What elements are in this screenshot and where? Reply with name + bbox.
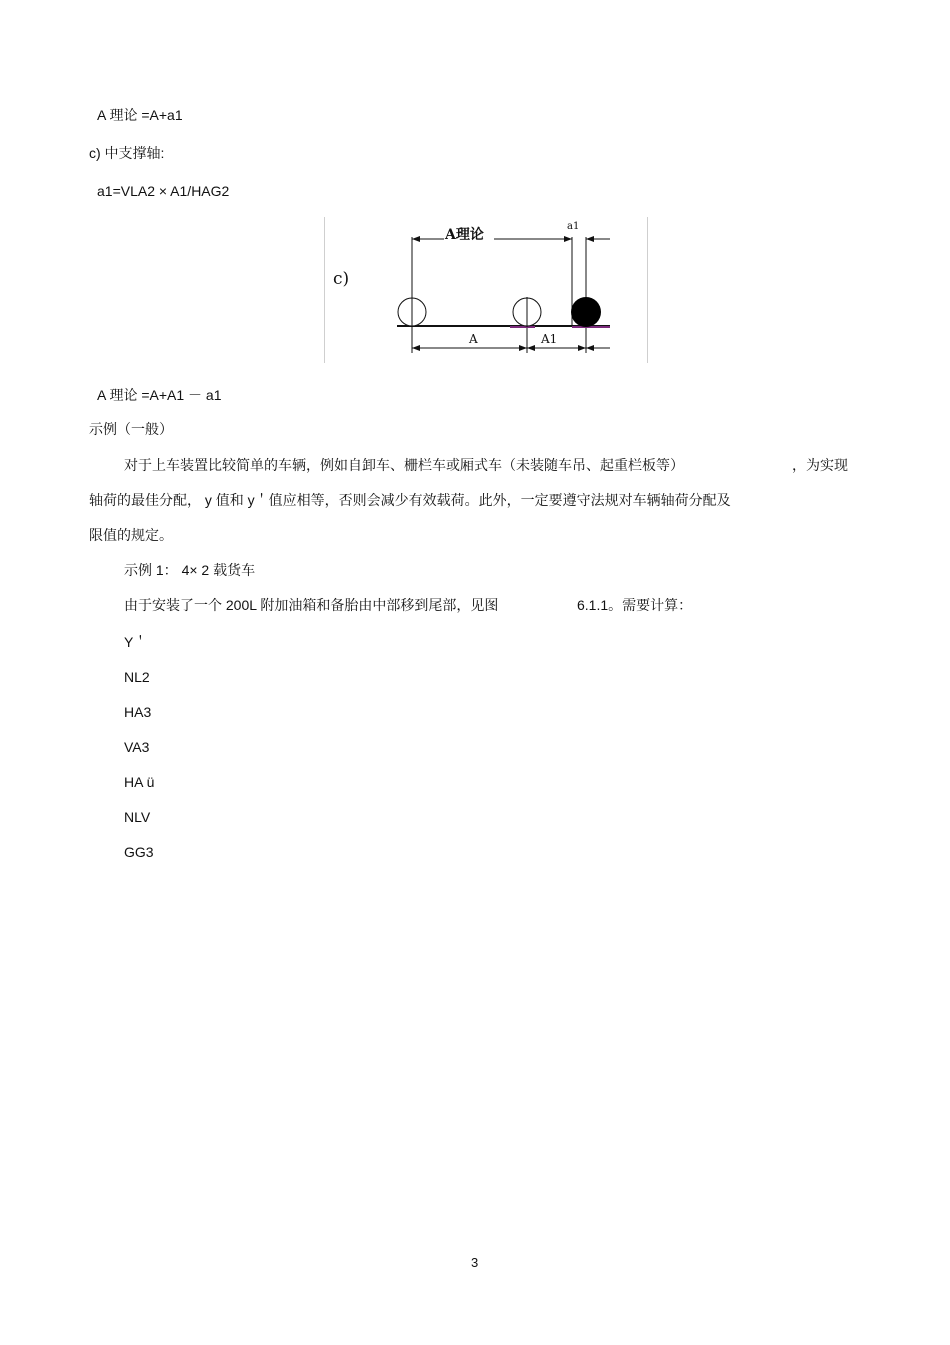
arrow-A1-left	[527, 345, 535, 351]
axle-diagram-svg	[325, 217, 647, 363]
example1-title: 示例 1： 4× 2 载货车	[124, 562, 256, 578]
arrow-A1-right	[578, 345, 586, 351]
calc-item: HA3	[124, 704, 152, 720]
paragraph1-line1b: ，为实现	[792, 457, 848, 473]
calc-item: GG3	[124, 844, 154, 860]
calc-item: Y＇	[124, 634, 148, 650]
page-number: 3	[471, 1255, 479, 1270]
diagram-case-label: c)	[333, 269, 350, 289]
example1-desc-a: 由于安装了一个 200L 附加油箱和备胎由中部移到尾部，见图	[124, 597, 499, 613]
calc-item: NL2	[124, 669, 150, 685]
example-heading: 示例（一般）	[89, 421, 173, 437]
arrow-A-right	[519, 345, 527, 351]
calc-item: VA3	[124, 739, 150, 755]
wheel-support-axle-filled	[571, 297, 601, 327]
axle-dimension-diagram	[324, 217, 648, 363]
label-a1: a1	[567, 221, 580, 232]
label-A: A	[469, 332, 478, 346]
arrow-a-theory-right	[564, 236, 572, 242]
calc-item: HA ü	[124, 774, 155, 790]
formula-a-theory-1: A 理论 =A+a1	[97, 107, 183, 123]
case-c-heading: c) 中支撑轴:	[89, 145, 165, 161]
calc-item: NLV	[124, 809, 151, 825]
arrow-A-left	[412, 345, 420, 351]
label-A1: A1	[541, 332, 558, 346]
paragraph1-line3: 限值的规定。	[89, 527, 173, 543]
formula-a-theory-2: A 理论 =A+A1 － a1	[97, 387, 222, 403]
example1-desc-b: 6.1.1。需要计算：	[577, 597, 693, 613]
label-a-theory: A理论	[445, 227, 484, 243]
paragraph1-line2: 轴荷的最佳分配， y 值和 y＇值应相等，否则会减少有效载荷。此外，一定要遵守法规对车辆轴荷分配及	[89, 492, 731, 508]
arrow-a-theory-left	[412, 236, 420, 242]
formula-a1: a1=VLA2 × A1/HAG2	[97, 183, 230, 199]
paragraph1-line1a: 对于上车装置比较简单的车辆，例如自卸车、栅栏车或厢式车（未装随车吊、起重栏板等）	[124, 457, 684, 473]
arrow-a1	[586, 236, 594, 242]
